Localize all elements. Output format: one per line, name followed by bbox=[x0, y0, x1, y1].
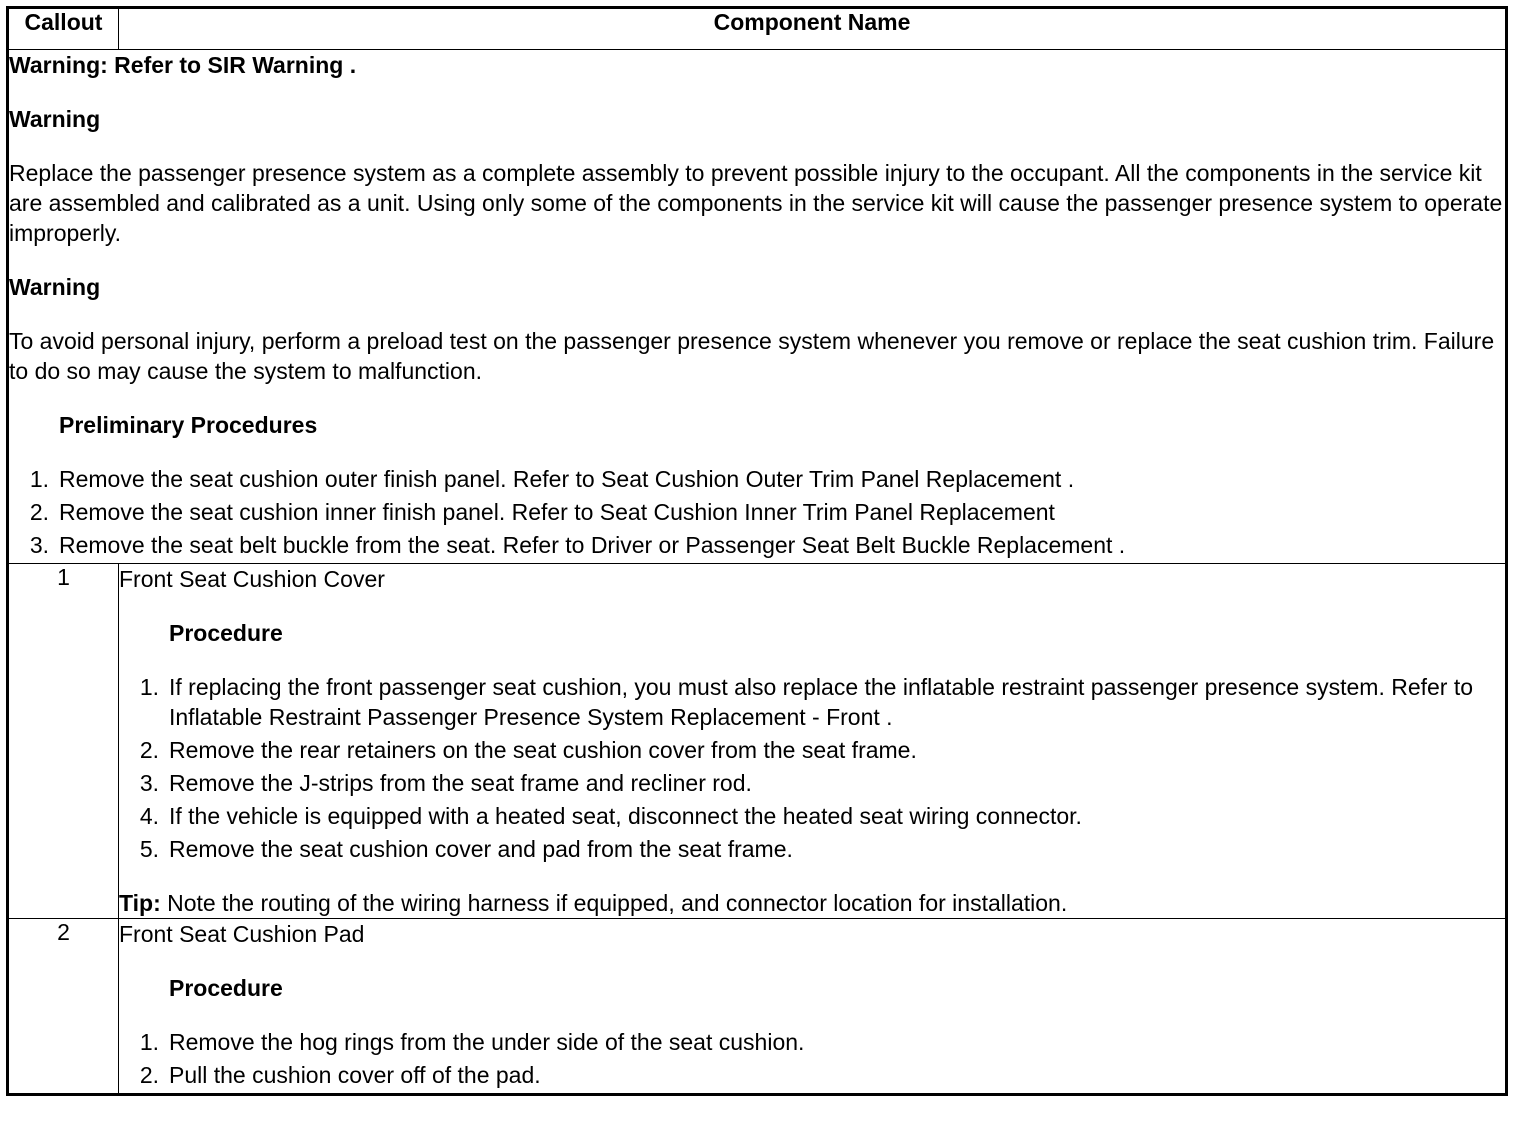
procedure-title: Procedure bbox=[169, 975, 283, 1001]
procedure-step bbox=[119, 768, 1505, 798]
component-cell bbox=[119, 919, 1507, 1095]
callout-column-header: Callout bbox=[8, 8, 119, 50]
step-number: 2. bbox=[139, 1062, 159, 1088]
step-text: Remove the seat cushion inner finish panel. Refer to Seat Cushion Inner Trim Panel Replacement bbox=[59, 499, 1055, 525]
warning-2-text: To avoid personal injury, perform a preload test on the passenger presence system whenever you remove or replace the seat cushion trim. Failure to do so may cause the system to malfunction. bbox=[9, 328, 1495, 384]
step-text: If replacing the front passenger seat cushion, you must also replace the inflatable restraint passenger presence system. Refer to Inflatable Restraint Passenger Presence System Replacement - Front . bbox=[169, 674, 1474, 730]
procedure-step bbox=[119, 735, 1505, 765]
step-text: Pull the cushion cover off of the pad. bbox=[169, 1062, 541, 1088]
procedure-step bbox=[119, 834, 1505, 864]
tip-note bbox=[119, 888, 1505, 918]
preliminary-steps-list bbox=[9, 464, 1505, 560]
step-number: 5. bbox=[139, 836, 159, 862]
table-header-row bbox=[8, 8, 1507, 50]
procedure-step bbox=[119, 1060, 1505, 1090]
procedure-title: Procedure bbox=[169, 620, 283, 646]
step-text: If the vehicle is equipped with a heated seat, disconnect the heated seat wiring connector. bbox=[169, 803, 1082, 829]
preliminary-procedures-title: Preliminary Procedures bbox=[59, 412, 318, 438]
preliminary-step bbox=[9, 530, 1505, 560]
component-name-column-header: Component Name bbox=[119, 8, 1507, 50]
step-number: 1. bbox=[139, 1029, 159, 1055]
table-row bbox=[8, 919, 1507, 1095]
component-title: Front Seat Cushion Pad bbox=[119, 921, 365, 947]
component-cell bbox=[119, 564, 1507, 919]
step-text: Remove the hog rings from the under side of the seat cushion. bbox=[169, 1029, 805, 1055]
step-text: Remove the seat cushion cover and pad from the seat frame. bbox=[169, 836, 793, 862]
procedure-step bbox=[119, 1027, 1505, 1057]
tip-label: Tip: bbox=[119, 890, 161, 916]
warning-2-title: Warning bbox=[9, 274, 101, 300]
procedure-steps-list bbox=[119, 672, 1505, 864]
step-number: 3. bbox=[139, 770, 159, 796]
step-text: Remove the seat belt buckle from the seat. Refer to Driver or Passenger Seat Belt Buckle Replacement . bbox=[59, 532, 1126, 558]
step-number: 1. bbox=[139, 674, 159, 700]
component-table bbox=[6, 6, 1508, 1096]
step-text: Remove the J-strips from the seat frame and recliner rod. bbox=[169, 770, 752, 796]
procedure-steps-list bbox=[119, 1027, 1505, 1090]
callout-cell: 2 bbox=[8, 919, 119, 1095]
tip-text: Note the routing of the wiring harness if equipped, and connector location for installation. bbox=[160, 890, 1068, 916]
step-text: Remove the rear retainers on the seat cushion cover from the seat frame. bbox=[169, 737, 917, 763]
preliminary-step bbox=[9, 464, 1505, 494]
procedure-step bbox=[119, 801, 1505, 831]
warning-1-title: Warning bbox=[9, 106, 101, 132]
procedure-step bbox=[119, 672, 1505, 732]
step-number: 2. bbox=[29, 499, 49, 525]
sir-warning-reference: Warning: Refer to SIR Warning . bbox=[9, 52, 357, 78]
intro-cell bbox=[8, 50, 1507, 564]
table-row bbox=[8, 564, 1507, 919]
step-number: 2. bbox=[139, 737, 159, 763]
component-title: Front Seat Cushion Cover bbox=[119, 566, 385, 592]
callout-cell: 1 bbox=[8, 564, 119, 919]
step-number: 3. bbox=[29, 532, 49, 558]
step-number: 4. bbox=[139, 803, 159, 829]
preliminary-step bbox=[9, 497, 1505, 527]
intro-row bbox=[8, 50, 1507, 564]
warning-1-text: Replace the passenger presence system as a complete assembly to prevent possible injury to the occupant. All the components in the service kit are assembled and calibrated as a unit. Using only some of the components in the service kit will cause the passenger presence system to operate improperly. bbox=[9, 160, 1503, 246]
step-text: Remove the seat cushion outer finish panel. Refer to Seat Cushion Outer Trim Panel Replacement . bbox=[59, 466, 1075, 492]
step-number: 1. bbox=[29, 466, 49, 492]
